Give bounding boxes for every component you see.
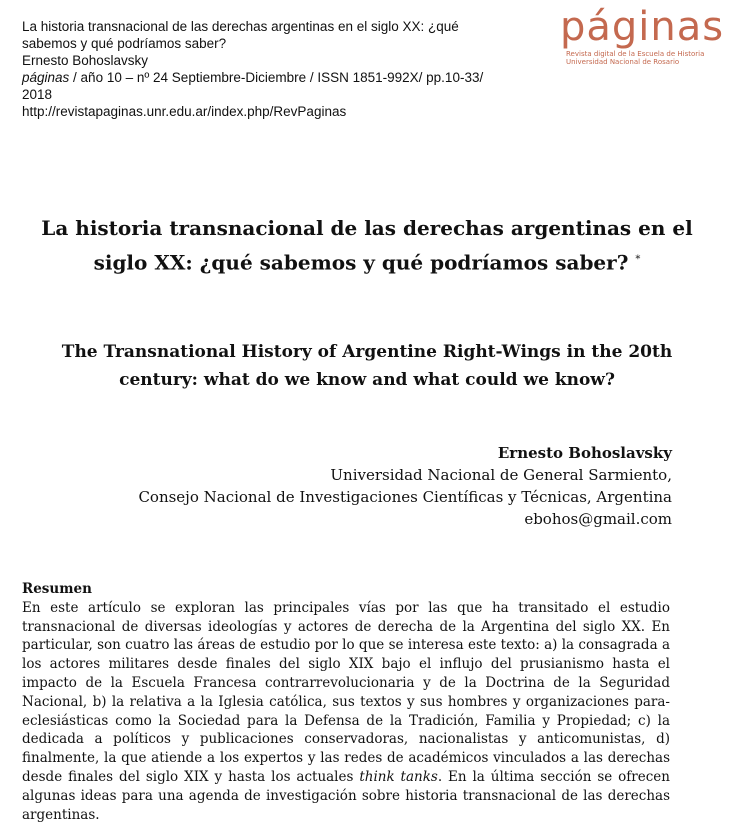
running-header [22,18,542,120]
title-en-line1: The Transnational History of Argentine Right-Wings in the 20th [61,342,673,362]
header-title-line1: La historia transnacional de las derechas argentinas en el siglo XX: ¿qué [22,19,459,34]
author-name: Ernesto Bohoslavsky [497,444,672,462]
footnote-marker[interactable]: * [635,254,641,265]
author-affiliation-1: Universidad Nacional de General Sarmiento, [330,466,672,484]
author-block [72,442,672,530]
author-email[interactable]: ebohos@gmail.com [524,510,672,528]
header-url[interactable]: http://revistapaginas.unr.edu.ar/index.php/RevPaginas [22,104,347,119]
header-issue-info: / año 10 – nº 24 Septiembre-Diciembre / ISSN 1851-992X/ pp.10-33/ [69,70,484,85]
journal-logo [560,4,730,66]
article-title-spanish [0,212,734,279]
header-author: Ernesto Bohoslavsky [22,53,149,68]
abstract-section [22,580,670,824]
header-journal: páginas [22,70,70,85]
abstract-heading: Resumen [22,581,92,597]
header-title-line2: sabemos y qué podríamos saber? [22,36,227,51]
header-citation [22,69,542,86]
abstract-text-italic: think tanks [359,768,438,785]
logo-wordmark: páginas [560,4,725,50]
header-year: 2018 [22,87,53,102]
article-title-english [0,338,734,394]
title-es-line2: siglo XX: ¿qué sabemos y qué podríamos saber? [93,250,629,275]
title-es-line1: La historia transnacional de las derechas argentinas en el [41,216,693,240]
abstract-body [22,599,670,825]
abstract-text-part2: . En la última sección se ofrecen algunas ideas para una agenda de investigación sobre historia transnacional de las derechas argentinas. [22,768,670,823]
title-en-line2: century: what do we know and what could we know? [119,370,615,390]
author-affiliation-2: Consejo Nacional de Investigaciones Científicas y Técnicas, Argentina [138,488,672,506]
abstract-text-part1: En este artículo se exploran las principales vías por las que ha transitado el estudio transnacional de diversas ideologías y actores de derecha de la Argentina del siglo XX. En particular, son cuatro las áreas de estudio por lo que se interesa este texto: a) la consagrada a los actores militares desde finales del siglo XIX bajo el influjo del prusianismo hasta el impacto de la Escuela Francesa contrarrevolucionaria y de la Doctrina de la Seguridad Nacional, b) la relativa a la Iglesia católica, sus textos y sus hombres y organizaciones para-eclesiásticas como la Sociedad para la Defensa de la Tradición, Familia y Propiedad; c) la dedicada a políticos y publicaciones conservadoras, nacionalistas y anticomunistas, d) finalmente, la que atiende a los expertos y las redes de académicos vinculados a las derechas desde finales del siglo XIX y hasta los actuales [22,599,670,785]
logo-subtitle-1: Revista digital de la Escuela de Historia [566,50,705,58]
logo-subtitle-2: Universidad Nacional de Rosario [566,58,680,66]
title-es-line2-wrap [0,244,734,279]
